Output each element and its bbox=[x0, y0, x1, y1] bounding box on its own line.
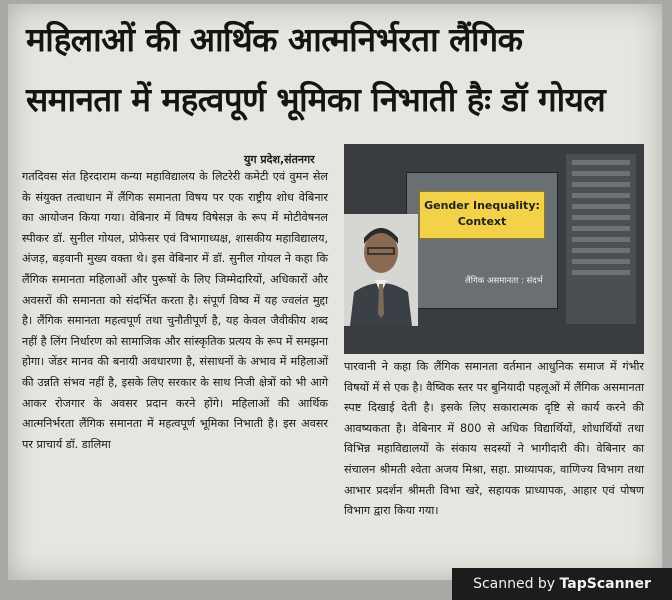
article-column-left: गतदिवस संत हिरदाराम कन्या महाविद्यालय के लिटरेरी कमेटी एवं वुमन सेल के संयुक्त तत्वाधान में लैंगिक समानता विषय पर एक राष्ट्रीय शोध वेबिनार का आयोजन किया गया। वेबिनार में विषय विषेसज्ञ के रूप में मोटीवेषनल स्पीकर डॉ. सुनील गोयल, प्रोफेसर एवं विभागाध्यक्ष, शासकीय महाविद्यालय, अंजड़, बड़वानी मुख्य वक्ता थे। इस वेबिनार में डॉ. सुनील गोयल ने कहा कि लैंगिक समानता महिलाओं और पुरूषों के लिए जिम्मेदारियों, अधिकारों और अवसरों की समानता को संदर्भित करता है। संपूर्ण विष्व में यह ज्वलंत मुद्दा है। लैंगिक समानता महत्वपूर्ण तथा चुनौतीपूर्ण है, यह केवल जैवीकीय शब्द नहीं है लिंग निर्धारण को सामाजिक और सांस्कृतिक प्रत्यय के रूप में समझना होगा। जेंडर मानव की बनायी अवधारणा है, संसाधनों के अभाव में महिलाओं की उन्नति संभव नहीं है, इसके लिए सरकार के साथ निजी क्षेत्रों को भी आगे आकर रोजगार के अवसर प्रदान करने होंगे। महिलाओं की आर्थिक आत्मनिर्भरता लैंगिक समानता में महत्वपूर्ण भूमिका निभाती है। इस अवसर पर प्राचार्य डॉ. डालिमा bbox=[22, 170, 328, 451]
headline-line-2: समानता में महत्वपूर्ण भूमिका निभाती हैः डॉ गोयल bbox=[26, 80, 606, 119]
scanner-watermark bbox=[452, 568, 672, 600]
speaker-portrait-icon bbox=[344, 214, 418, 326]
participants-panel bbox=[566, 154, 636, 324]
article-column-right: पारवानी ने कहा कि लैंगिक समानता वर्तमान आधुनिक समाज में गंभीर विषयों में से एक है। वैष्विक स्तर पर बुनियादी पहलूओं में लैंगिक असमानता स्पष्ट दिखाई देती है। इसके लिए सकारात्मक दृष्टि से कार्य करने की आवष्यकता है। वेबिनार में 800 से अधिक विद्यार्थियों, शोधार्थियों तथा विभिन्न महाविद्यालयों के संकाय सदस्यों ने भागीदारी की। वेबिनार का संचालन श्रीमती श्वेता अजय मिश्रा, सहा. प्राध्यापक, वाणिज्य विभाग तथा आभार प्रदर्शन श्रीमती विभा खरे, सहायक प्राध्यापक, आहार एवं पोषण विभाग द्वारा किया गया। bbox=[344, 360, 644, 518]
speaker-portrait bbox=[344, 214, 418, 326]
slide-subtitle: लैंगिक असमानता : संदर्भ bbox=[465, 276, 543, 286]
byline: युग प्रदेश,संतनगर bbox=[244, 153, 315, 166]
newspaper-clipping bbox=[8, 4, 662, 580]
watermark-prefix: Scanned by bbox=[473, 576, 560, 592]
presentation-slide bbox=[406, 172, 558, 309]
webinar-photo bbox=[344, 144, 644, 354]
watermark-brand: TapScanner bbox=[559, 576, 651, 592]
slide-title: Gender Inequality: Context bbox=[419, 191, 545, 239]
headline-line-1: महिलाओं की आर्थिक आत्मनिर्भरता लैंगिक bbox=[26, 20, 523, 59]
